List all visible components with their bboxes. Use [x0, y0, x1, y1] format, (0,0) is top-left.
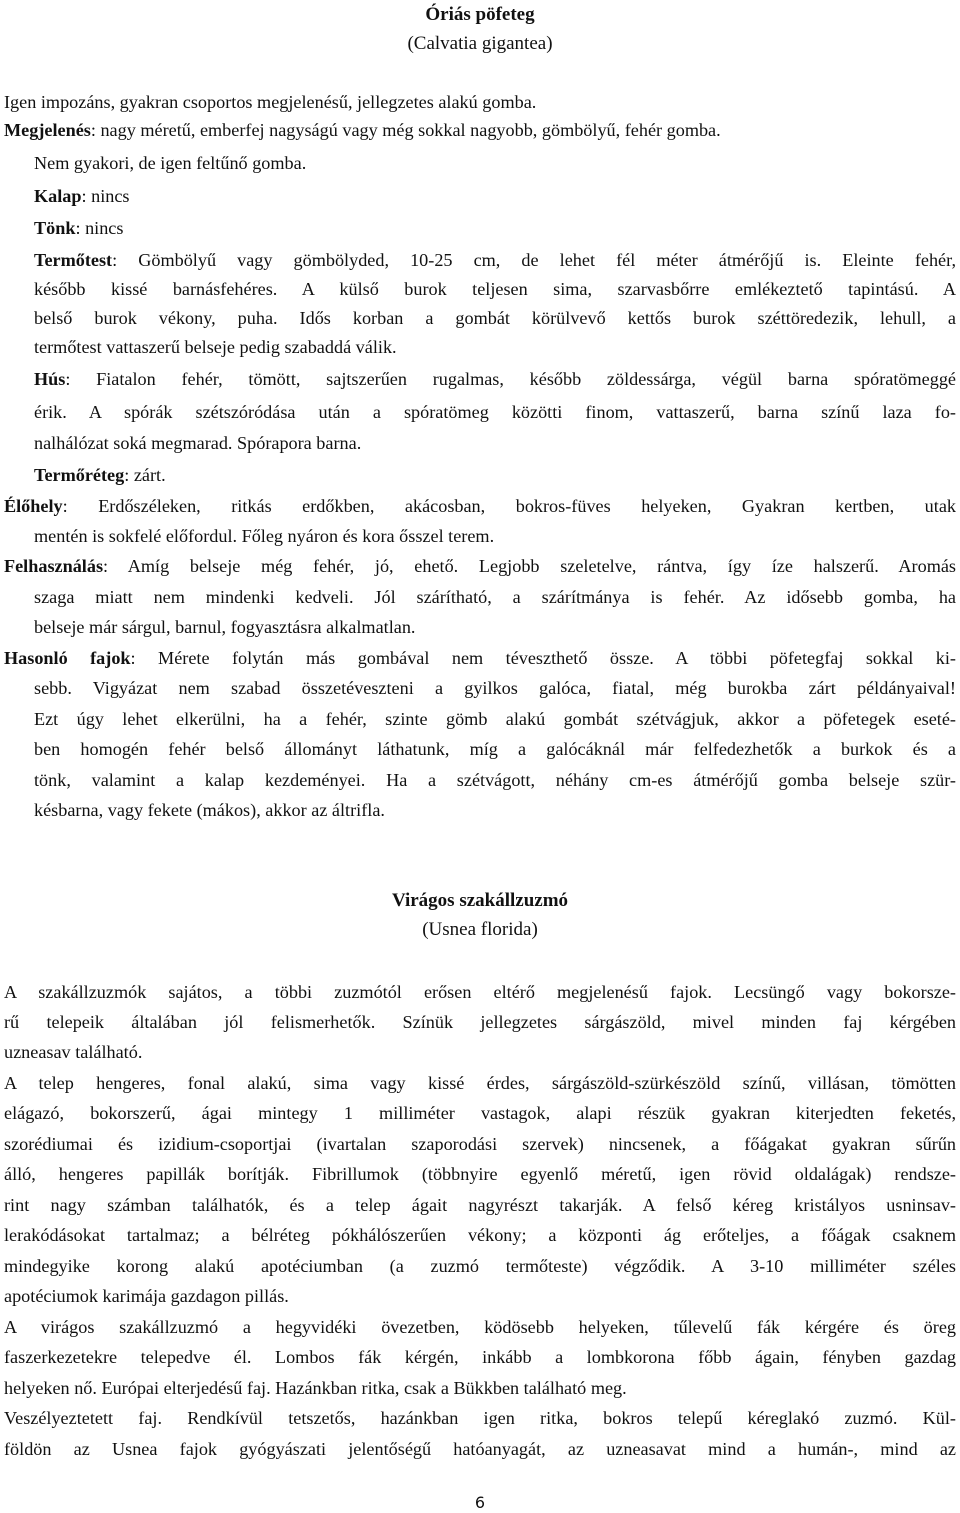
paragraph-line: elágazó, bokorszerű, ágai mintegy 1 milliméter vastagok, alapi részük gyakran kiterjedten feketés, — [4, 1103, 956, 1123]
termotest-line: Termőtest: Gömbölyű vagy gömbölyded, 10-25 cm, de lehet fél méter átmérőjű is. Eleinte fehér, — [34, 250, 956, 270]
intro-line: Igen impozáns, gyakran csoportos megjelenésű, jellegzetes alakú gomba. — [4, 92, 537, 112]
megjelenes-continuation: Nem gyakori, de igen feltűnő gomba. — [34, 153, 307, 173]
paragraph-line: faszerkezetekre telepedve él. Lombos fák kérgén, inkább a lombkorona főbb ágain, fényben gazdag — [4, 1347, 956, 1367]
megjelenes-label: Megjelenés — [4, 120, 91, 140]
elohely-line: mentén is sokfelé előfordul. Főleg nyáron és kora ősszel terem. — [34, 526, 495, 546]
page-number: 6 — [474, 1493, 486, 1512]
termoreteg-line: Termőréteg: zárt. — [34, 465, 166, 485]
termoreteg-label: Termőréteg — [34, 465, 125, 485]
elohely-label: Élőhely — [4, 496, 63, 516]
termotest-line: termőtest vattaszerű belseje pedig szabaddá válik. — [34, 337, 397, 357]
paragraph-line: apotéciumok karimája gazdagon pillás. — [4, 1286, 289, 1306]
section-latin-name: (Usnea florida) — [422, 919, 538, 940]
paragraph-line: rű telepeik általában jól felismerhetők. Színük jellegzetes sárgászöld, mivel minden faj kérgében — [4, 1012, 956, 1032]
section-latin-name: (Calvatia gigantea) — [407, 33, 553, 54]
paragraph-line: mindegyike korong alakú apotéciumban (a zuzmó termőteste) végződik. A 3-10 milliméter széles — [4, 1256, 956, 1276]
paragraph-line: földön az Usnea fajok gyógyászati jelentőségű hatóanyagát, az uzneasavat mind a humán-, mind az — [4, 1439, 956, 1459]
felhasznalas-label: Felhasználás — [4, 556, 104, 576]
hasonlo-line: sebb. Vigyázat nem szabad összetéveszteni a gyilkos galóca, fiatal, még burokba zárt példányaival! — [34, 678, 956, 698]
section-title-viragos-szakallzuzmo: Virágos szakállzuzmó — [391, 890, 569, 911]
hasonlo-label: Hasonló fajok — [4, 648, 131, 668]
elohely-line: Élőhely: Erdőszéleken, ritkás erdőkben, akácosban, bokros-füves helyeken, Gyakran kertben, utak — [4, 496, 956, 516]
felhasznalas-line: belseje már sárgul, barnul, fogyasztásra alkalmatlan. — [34, 617, 416, 637]
paragraph-line: uzneasav található. — [4, 1042, 143, 1062]
paragraph-line: rint nagy számban találhatók, és a telep ágait nagyrészt takarják. A felső kéreg kristályos usninsav- — [4, 1195, 956, 1215]
hasonlo-line: ben homogén fehér belső állományt láthatunk, míg a galócáknál már felfedezhetők a burkok és a — [34, 739, 956, 759]
paragraph-line: A szakállzuzmók sajátos, a többi zuzmótól erősen eltérő megjelenésű fajok. Lecsüngő vagy bokorsze- — [4, 982, 956, 1002]
felhasznalas-line: Felhasználás: Amíg belseje még fehér, jó, ehető. Legjobb szeletelve, rántva, így íze halszerű. Aromás — [4, 556, 956, 576]
paragraph-line: lerakódásokat tartalmaz; a bélréteg pókhálószerűen vékony; a központi ág erőteljes, a főágak csaknem — [4, 1225, 956, 1245]
tonk-line: Tönk: nincs — [34, 218, 124, 238]
paragraph-line: A virágos szakállzuzmó a hegyvidéki övezetben, ködösebb helyeken, tűlevelű fák kérgére és öreg — [4, 1317, 956, 1337]
felhasznalas-line: szaga miatt nem mindenki kedveli. Jól szárítható, a szárítmánya is fehér. Az idősebb gomba, ha — [34, 587, 956, 607]
hus-label: Hús — [34, 369, 66, 389]
hasonlo-line: Ezt úgy lehet elkerülni, ha a fehér, szinte gömb alakú gombát szétvágjuk, akkor a pöfetegek eseté- — [34, 709, 956, 729]
paragraph-line: helyeken nő. Európai elterjedésű faj. Hazánkban ritka, csak a Bükkben található meg. — [4, 1378, 627, 1398]
tonk-label: Tönk — [34, 218, 76, 238]
hus-line: Hús: Fiatalon fehér, tömött, sajtszerűen rugalmas, később zöldessárga, végül barna spóratömeggé — [34, 369, 956, 389]
kalap-line: Kalap: nincs — [34, 186, 130, 206]
hus-line: érik. A spórák szétszóródása után a spóratömeg közötti finom, vattaszerű, barna színű laza fo- — [34, 402, 956, 422]
termotest-line: később kissé barnásfehéres. A külső burok teljesen sima, szarvasbőrre emlékeztető tapintású. A — [34, 279, 956, 299]
megjelenes-line: Megjelenés: nagy méretű, emberfej nagyságú vagy még sokkal nagyobb, gömbölyű, fehér gomba. — [4, 120, 721, 140]
termotest-line: belső burok vékony, puha. Idős korban a gombát körülvevő kettős burok széttöredezik, lehull, a — [34, 308, 956, 328]
kalap-label: Kalap — [34, 186, 82, 206]
paragraph-line: Veszélyeztetett faj. Rendkívül tetszetős, hazánkban igen ritka, bokros telepű kéreglakó zuzmó. Kül- — [4, 1408, 956, 1428]
termotest-label: Termőtest — [34, 250, 113, 270]
hus-line: nalhálózat soká megmarad. Spórapora barna. — [34, 433, 362, 453]
paragraph-line: álló, hengeres papillák borítják. Fibrillumok (többnyire egyenlő méretű, igen rövid oldalágak) rendsze- — [4, 1164, 956, 1184]
hasonlo-line: tönk, valamint a kalap kezdeményei. Ha a szétvágott, néhány cm-es átmérőjű gomba belseje szür- — [34, 770, 956, 790]
paragraph-line: szorédiumai és izidium-csoportjai (ivartalan szaporodási szervek) nincsenek, a főágakat gyakran sűrűn — [4, 1134, 956, 1154]
paragraph-line: A telep hengeres, fonal alakú, sima vagy kissé érdes, sárgászöld-szürkészöld színű, villásan, tömötten — [4, 1073, 956, 1093]
hasonlo-line: Hasonló fajok: Mérete folytán más gombával nem téveszthető össze. A többi pöfetegfaj sokkal ki- — [4, 648, 956, 668]
hasonlo-line: késbarna, vagy fekete (mákos), akkor az áltrifla. — [34, 800, 385, 820]
section-title-orias-pofeteg: Óriás pöfeteg — [425, 4, 535, 25]
